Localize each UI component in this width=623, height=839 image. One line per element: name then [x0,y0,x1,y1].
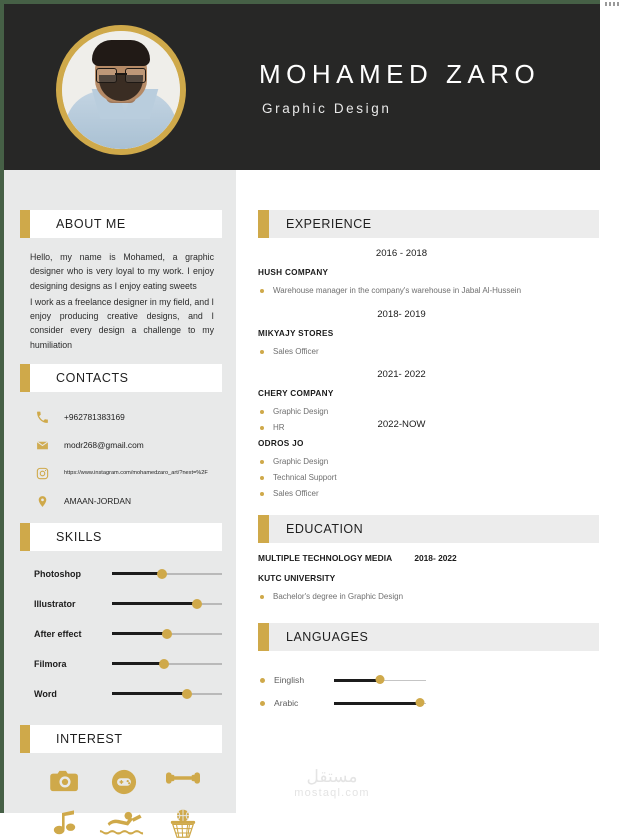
duty-item: Warehouse manager in the company's warehouse in Jabal Al-Hussein [258,283,603,299]
experience-duties [258,283,603,299]
gold-accent-bar [20,725,30,753]
gold-accent-bar [20,523,30,551]
skill-row [34,621,222,647]
languages-list [236,651,623,715]
section-title-interest: INTEREST [56,731,123,746]
skill-label: After effect [34,628,82,639]
duty-item: Graphic Design [258,404,603,420]
section-title-languages: LANGUAGES [286,629,369,644]
contact-value-email: modr268@gmail.com [64,440,144,451]
section-title-education: EDUCATION [286,522,364,537]
bullet-dot-icon [260,678,265,683]
slider-fill [334,702,420,705]
experience-company: CHERY COMPANY [258,389,334,399]
section-header-about [30,210,222,238]
language-slider-einglish[interactable] [334,675,426,685]
swimming-icon [99,809,149,839]
about-text [30,250,214,352]
contact-item-location[interactable] [34,490,226,513]
gold-accent-bar [20,364,30,392]
section-header-languages [258,623,599,651]
experience-date: 2016 - 2018 [375,248,428,259]
slider-fill [112,662,164,665]
slider-fill [112,572,162,575]
green-top-strip [0,0,600,4]
language-row [260,692,603,715]
education-degrees [236,589,623,605]
skills-list [4,561,236,707]
dotted-corner-marker [605,2,621,6]
contacts-list [4,406,236,513]
language-slider-arabic[interactable] [334,698,426,708]
education-years: 2018- 2022 [414,553,457,564]
about-paragraph: Hello, my name is Mohamed, a graphic designer who is very loyal to my work. I enjoy designing designs as I enjoy eating sweets [30,252,214,291]
skill-slider-word[interactable] [112,689,222,699]
section-header-contacts [30,364,222,392]
slider-fill [112,632,167,635]
location-pin-icon [34,493,50,509]
duty-item: Sales Officer [258,486,603,502]
watermark-latin: mostaql.com [294,786,370,799]
skill-slider-illustrator[interactable] [112,599,222,609]
skill-slider-after-effect[interactable] [112,629,222,639]
slider-knob[interactable] [415,698,424,707]
language-row [260,669,603,692]
section-title-about: ABOUT ME [56,217,126,231]
avatar-photo [62,31,180,149]
gold-accent-bar [258,210,269,238]
slider-knob[interactable] [376,675,385,684]
duty-item: Technical Support [258,470,603,486]
camera-icon [50,769,80,795]
main-column [236,170,623,813]
music-note-icon [53,809,77,839]
slider-knob[interactable] [159,659,169,669]
section-title-skills: SKILLS [56,529,102,544]
avatar [56,25,186,155]
experience-date: 2021- 2022 [377,369,426,381]
job-subtitle: Graphic Design [262,101,392,116]
contact-value-instagram: https://www.instagram.com/mohamedzaro_art/?next=%2F [64,470,208,477]
contact-item-phone[interactable] [34,406,226,429]
contact-item-email[interactable] [34,434,226,457]
section-header-experience [258,210,599,238]
section-header-education [258,515,599,543]
experience-duties [258,344,603,360]
skill-label: Photoshop [34,568,81,579]
degree-item: Bachelor's degree in Graphic Design [258,589,603,605]
education-university: KUTC UNIVERSITY [258,573,336,584]
education-school: MULTIPLE TECHNOLOGY MEDIA [258,553,393,564]
slider-knob[interactable] [157,569,167,579]
contact-item-instagram[interactable] [34,462,226,485]
section-title-contacts: CONTACTS [56,370,129,385]
slider-knob[interactable] [182,689,192,699]
email-icon [34,437,50,453]
skill-row [34,561,222,587]
experience-company: ODROS JO [258,439,304,449]
skill-slider-photoshop[interactable] [112,569,222,579]
skill-label: Word [34,688,57,699]
watermark-arabic: مستقل [306,767,358,786]
section-header-skills [30,523,222,551]
language-label: Arabic [274,698,299,709]
interest-icons [36,769,212,839]
experience-date: 2022-NOW [377,419,426,431]
gold-accent-bar [20,210,30,238]
sidebar [4,170,236,813]
page-title: MOHAMED ZARO [259,59,541,89]
phone-icon [34,409,50,425]
slider-fill [334,679,380,682]
dumbbell-icon [166,769,200,795]
bullet-dot-icon [260,701,265,706]
duty-item: HR [258,420,603,436]
experience-duties [258,454,603,501]
skill-row [34,681,222,707]
skill-label: Illustrator [34,598,76,609]
experience-item [236,248,623,299]
section-title-experience: EXPERIENCE [286,217,372,231]
experience-item [236,309,623,360]
about-paragraph: I work as a freelance designer in my field, and I enjoy producing creative designs, and I consider every design a challenge to my humiliation [30,296,214,350]
language-label: Einglish [274,675,305,686]
slider-fill [112,692,187,695]
green-left-strip [0,0,4,813]
gamepad-icon [111,769,137,795]
skill-label: Filmora [34,658,67,669]
slider-knob[interactable] [192,599,202,609]
slider-fill [112,602,197,605]
basketball-hoop-icon [169,809,197,839]
experience-item [236,369,623,435]
experience-date: 2018- 2019 [377,308,426,320]
education-school-line [236,553,623,563]
resume-header [4,4,600,170]
skill-slider-filmora[interactable] [112,659,222,669]
experience-company: HUSH COMPANY [258,268,329,277]
contact-value-phone: +962781383169 [64,412,125,423]
duty-item: Sales Officer [258,344,603,360]
skill-row [34,651,222,677]
experience-company: MIKYAJY STORES [258,328,334,338]
duty-item: Graphic Design [258,454,603,470]
slider-knob[interactable] [162,629,172,639]
section-header-interest [30,725,222,753]
gold-accent-bar [258,515,269,543]
gold-accent-bar [258,623,269,651]
contact-value-location: AMAAN-JORDAN [64,496,132,507]
instagram-icon [34,465,50,481]
experience-duties [258,404,603,435]
watermark [272,768,392,799]
skill-row [34,591,222,617]
